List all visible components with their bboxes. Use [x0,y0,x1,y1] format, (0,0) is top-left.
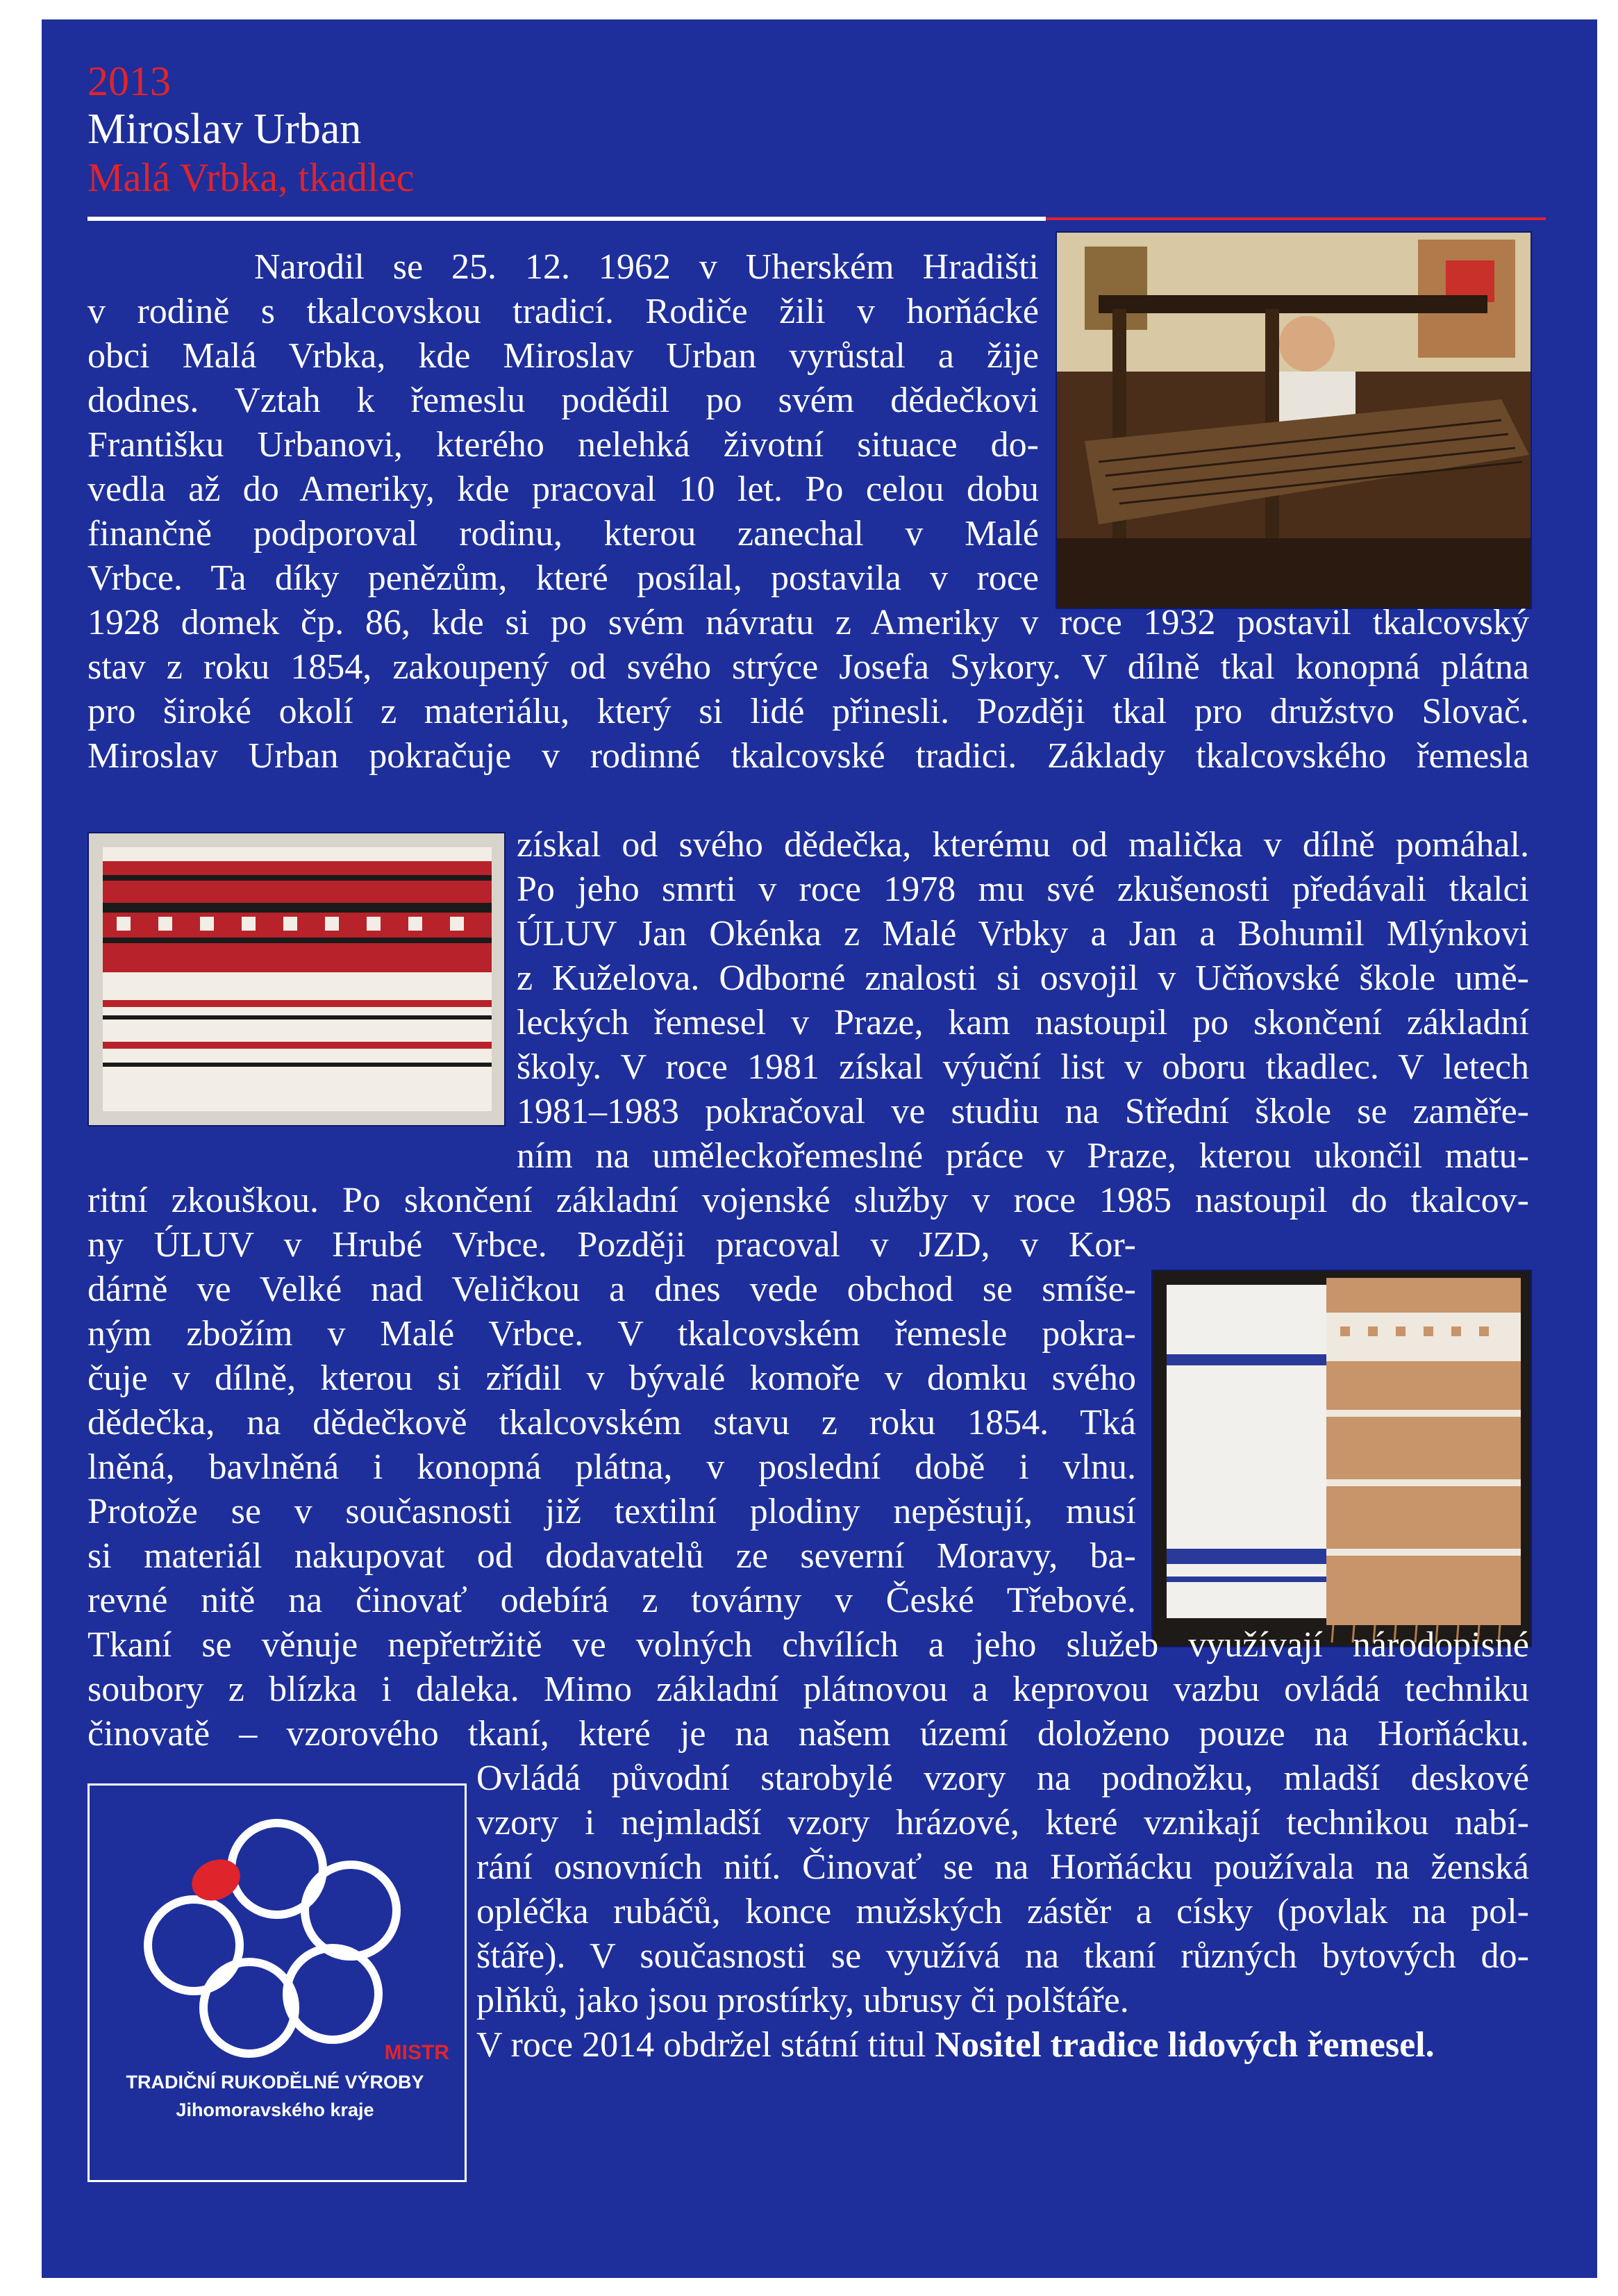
text-line: dárně ve Velké nad Veličkou a dnes vede obchod se smíše- [87,1270,1136,1309]
text-line: Františku Urbanovi, kterého nelehká životní situace do- [87,425,1039,465]
text-line: vedla až do Ameriky, kde pracoval 10 let. Po celou dobu [87,469,1039,509]
logo-mistr-label: MISTR [384,2041,449,2064]
text-line: z Kuželova. Odborné znalosti si osvojil v Učňovské škole umě- [517,958,1529,998]
text-line: dědečka, na dědečkově tkalcovském stavu z roku 1854. Tká [87,1403,1136,1442]
weaver-at-loom-photo [1056,231,1532,609]
blue-brown-textiles-photo [1151,1270,1532,1647]
red-woven-textile-photo [87,832,506,1126]
text-line: leckých řemesel v Praze, kam nastoupil po skončení základní [517,1003,1529,1042]
award-title: Nositel tradice lidových řemesel. [935,2025,1435,2065]
text-line: Ovládá původní starobylé vzory na podnožku, mladší deskové [476,1758,1529,1798]
text-line: ÚLUV Jan Okénka z Malé Vrbky a Jan a Bohumil Mlýnkovi [517,914,1529,954]
place-occupation: Malá Vrbka, tkadlec [87,155,415,200]
biography-block-6 [87,1623,1529,1756]
text-line: rání osnovních nití. Činovať se na Horňácku používala na ženská [476,1847,1529,1887]
text-line: Po jeho smrti v roce 1978 mu své zkušenosti předávali tkalci [517,870,1529,909]
text-line: revné nitě na činovať odebírá z továrny v České Třebové. [87,1581,1136,1620]
year-heading: 2013 [87,58,171,104]
logo-line-2: Jihomoravského kraje [176,2099,374,2120]
text-line: dodnes. Vztah k řemeslu podědil po svém dědečkovi [87,381,1039,420]
text-line: ným zbožím v Malé Vrbce. V tkalcovském řemesle pokra- [87,1314,1136,1354]
text-line: v rodině s tkalcovskou tradicí. Rodiče žili v horňácké [87,292,1039,331]
text-line: 1981–1983 pokračoval ve studiu na Střední škole se zaměře- [517,1092,1529,1131]
text-line: 1928 domek čp. 86, kde si po svém návratu z Ameriky v roce 1932 postavil tkalcovský [87,603,1529,642]
textiles-illustration [1153,1271,1531,1646]
header-divider-red [1046,217,1546,220]
biography-block-7 [476,1756,1529,2023]
logo-line-1: TRADIČNÍ RUKODĚLNÉ VÝROBY [126,2072,424,2093]
text-line: Protože se v současnosti již textilní plodiny nepěstují, musí [87,1492,1136,1531]
text-line: čuje v dílně, kterou si zřídil v bývalé komoře v domku svého [87,1358,1136,1398]
text-line: ním na uměleckořemeslné práce v Praze, kterou ukončil matu- [517,1136,1529,1176]
biography-block-3 [517,823,1529,1179]
text-line: ny ÚLUV v Hrubé Vrbce. Později pracoval v JZD, v Kor- [87,1225,1136,1265]
text-line: opléčka rubáčů, konce mužských zástěr a císky (povlak na pol- [476,1892,1529,1931]
text-line: finančně podporoval rodinu, kterou zanechal v Malé [87,514,1039,554]
biography-block-5 [87,1223,1136,1623]
page-panel [42,19,1597,2278]
award-line [476,2023,1529,2068]
text-line: štáře). V současnosti se využívá na tkaní různých bytových do- [476,1936,1529,1976]
biography-block-4 [87,1179,1529,1223]
person-name: Miroslav Urban [87,106,362,153]
text-line: školy. V roce 1981 získal výuční list v oboru tkadlec. V letech [517,1047,1529,1087]
biography-block-2 [87,601,1529,779]
weaver-photo-illustration [1057,233,1531,608]
award-prefix: V roce 2014 obdržel státní titul [476,2025,935,2065]
text-line: Narodil se 25. 12. 1962 v Uherském Hradišti [254,247,1039,287]
text-line: si materiál nakupovat od dodavatelů ze severní Moravy, ba- [87,1536,1136,1576]
text-line: plňků, jako jsou prostírky, ubrusy či polštáře. [476,1981,1129,2020]
text-line: lněná, bavlněná i konopná plátna, v poslední době i vlnu. [87,1447,1136,1487]
text-line: stav z roku 1854, zakoupený od svého strýce Josefa Sykory. V dílně tkal konopná plátna [87,647,1529,687]
text-line: činovatě – vzorového tkaní, které je na našem území doloženo pouze na Horňácku. [87,1714,1529,1754]
biography-block-1 [87,245,1039,601]
text-line: Miroslav Urban pokračuje v rodinné tkalcovské tradici. Základy tkalcovského řemesla [87,736,1529,776]
text-line: Vrbce. Ta díky penězům, které posílal, postavila v roce [87,558,1039,598]
red-textile-illustration [89,833,504,1125]
text-line: soubory z blízka i daleka. Mimo základní plátnovou a keprovou vazbu ovládá techniku [87,1670,1529,1709]
flower-emblem-icon [131,1806,423,2070]
text-line: Tkaní se věnuje nepřetržitě ve volných chvílích a jeho služeb využívají národopisné [87,1625,1529,1665]
text-line: vzory i nejmladší vzory hrázové, které vznikají technikou nabí- [476,1803,1529,1842]
text-line: obci Malá Vrbka, kde Miroslav Urban vyrůstal a žije [87,336,1039,376]
text-line: pro široké okolí z materiálu, který si lidé přinesli. Později tkal pro družstvo Slovač. [87,692,1529,731]
text-line: ritní zkouškou. Po skončení základní vojenské služby v roce 1985 nastoupil do tkalcov- [87,1181,1529,1220]
text-line: získal od svého dědečka, kterému od malička v dílně pomáhal. [517,825,1529,865]
master-craftsman-logo [87,1783,467,2182]
header-divider-white [87,217,1046,221]
